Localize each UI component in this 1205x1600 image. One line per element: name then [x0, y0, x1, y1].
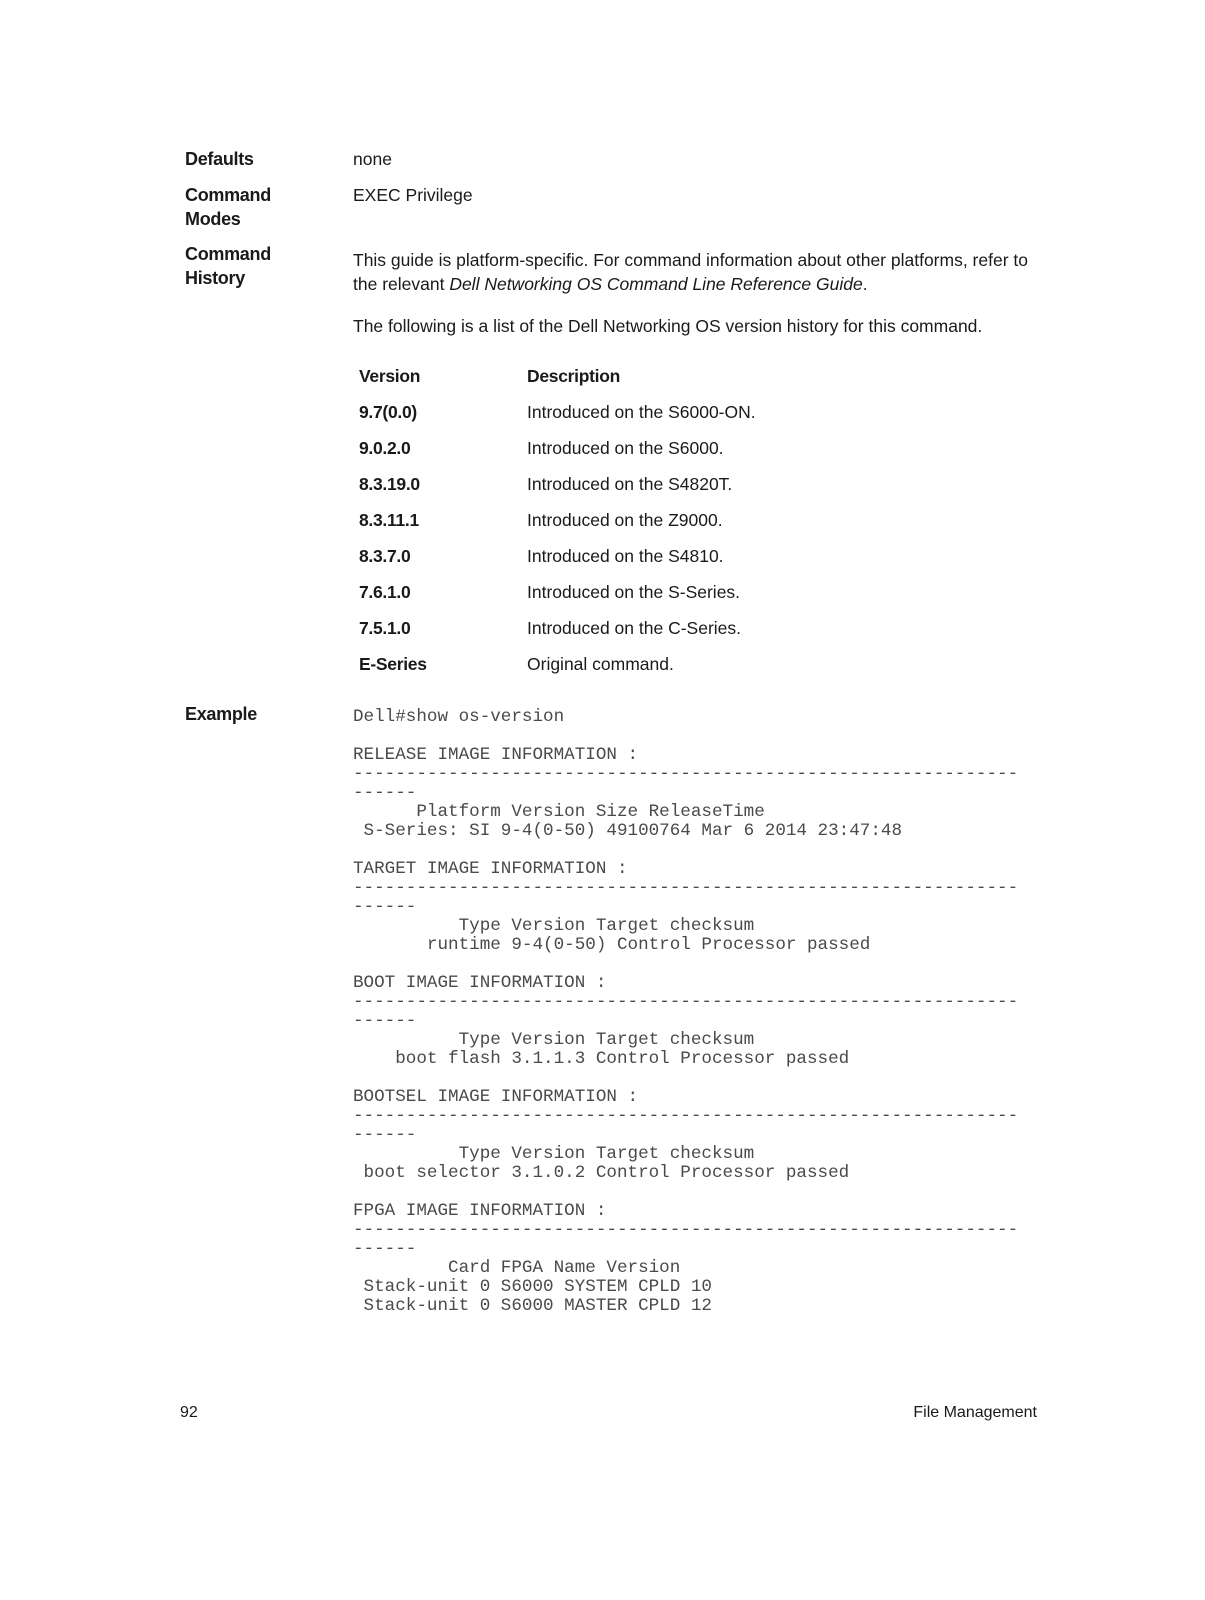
intro-text: This guide is platform-specific. For command information about other platforms, refer to the relevant: [353, 250, 1028, 294]
command-modes-label-line2: Modes: [185, 209, 241, 229]
version-cell: 8.3.7.0: [359, 546, 411, 566]
description-cell: Introduced on the C-Series.: [527, 618, 742, 638]
command-history-intro: [353, 248, 1043, 296]
version-cell: E-Series: [359, 654, 427, 674]
version-column-header: Version: [359, 366, 421, 386]
command-modes-value: EXEC Privilege: [353, 185, 473, 205]
example-code-block: Dell#show os-version RELEASE IMAGE INFORMATION : --------------------------------------------------------------- ------ Platform Version Size ReleaseTime S-Series: SI 9-4(0-50) 49100764 Mar 6 2014 23:47:48 TARGET IMAGE INFORMATION : --------------------------------------------------------------- ------ Type Version Target checksum runtime 9-4(0-50) Control Processor passed BOOT IMAGE INFORMATION : --------------------------------------------------------------- ------ Type Version Target checksum boot flash 3.1.1.3 Control Processor passed BOOTSEL IMAGE INFORMATION : --------------------------------------------------------------- ------ Type Version Target checksum boot selector 3.1.0.2 Control Processor passed FPGA IMAGE INFORMATION : --------------------------------------------------------------- ------ Card FPGA Name Version Stack-unit 0 S6000 SYSTEM CPLD 10 Stack-unit 0 S6000 MASTER CPLD 12: [353, 707, 1019, 1316]
command-history-label-line2: History: [185, 268, 245, 288]
defaults-label: Defaults: [185, 149, 254, 169]
description-cell: Introduced on the S4810.: [527, 546, 724, 566]
example-label: Example: [185, 704, 257, 724]
table-row: [359, 508, 1019, 544]
defaults-value: none: [353, 149, 392, 169]
version-history-table: [359, 364, 1019, 688]
table-row: [359, 544, 1019, 580]
command-modes-label-line1: Command: [185, 185, 271, 205]
description-column-header: Description: [527, 366, 620, 386]
description-cell: Introduced on the S6000-ON.: [527, 402, 756, 422]
command-history-label-line1: Command: [185, 244, 271, 264]
command-history-label: [185, 242, 335, 290]
description-cell: Introduced on the S-Series.: [527, 582, 741, 602]
version-cell: 8.3.11.1: [359, 510, 419, 530]
version-cell: 7.6.1.0: [359, 582, 411, 602]
version-cell: 7.5.1.0: [359, 618, 411, 638]
description-cell: Original command.: [527, 654, 674, 674]
table-row: [359, 616, 1019, 652]
table-row: [359, 436, 1019, 472]
table-row: [359, 652, 1019, 688]
description-cell: Introduced on the S4820T.: [527, 474, 733, 494]
page-number: 92: [180, 1404, 198, 1421]
version-cell: 8.3.19.0: [359, 474, 420, 494]
command-modes-label: [185, 183, 335, 231]
version-history-intro: The following is a list of the Dell Networking OS version history for this command.: [353, 316, 983, 336]
reference-guide-title: Dell Networking OS Command Line Reference Guide: [449, 274, 863, 294]
table-row: [359, 580, 1019, 616]
table-row: [359, 472, 1019, 508]
footer-section-title: File Management: [913, 1404, 1037, 1421]
intro-period: .: [862, 274, 868, 294]
description-cell: Introduced on the Z9000.: [527, 510, 723, 530]
version-cell: 9.0.2.0: [359, 438, 411, 458]
table-row: [359, 400, 1019, 436]
table-header-row: [359, 364, 1019, 400]
description-cell: Introduced on the S6000.: [527, 438, 724, 458]
version-cell: 9.7(0.0): [359, 402, 417, 422]
